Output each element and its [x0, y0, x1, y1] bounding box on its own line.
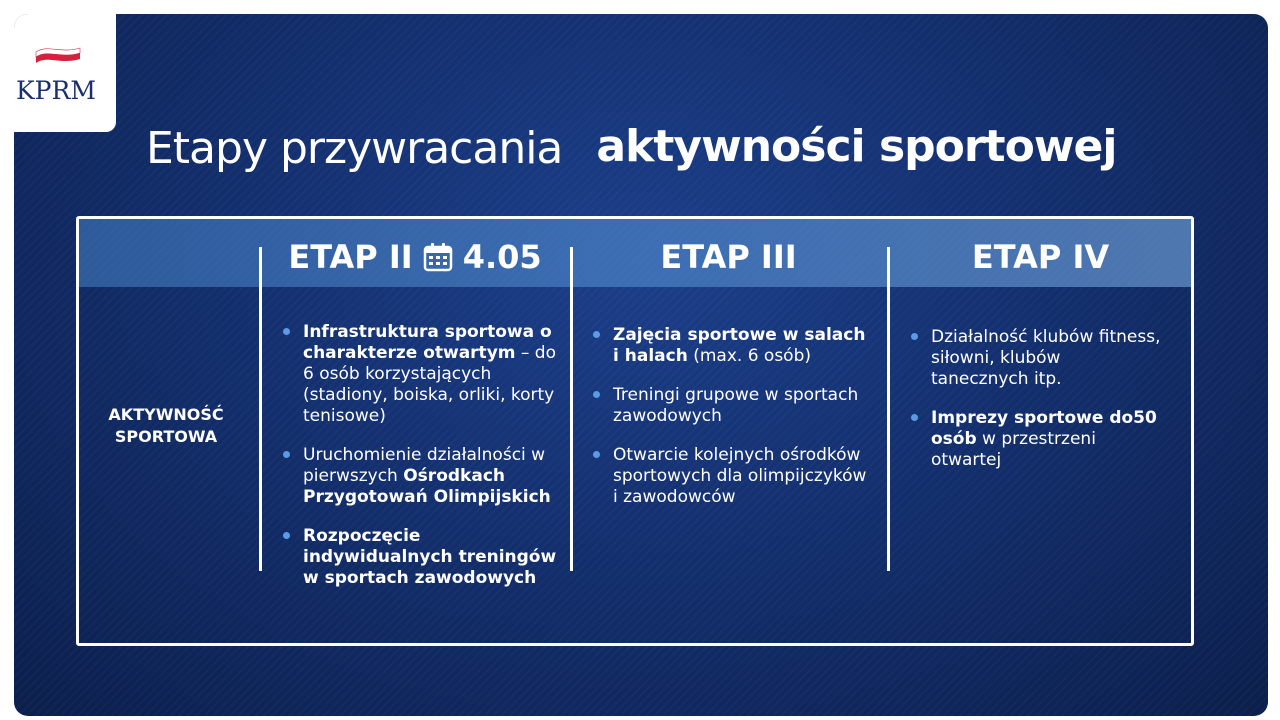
list-item [283, 526, 563, 589]
list-item [911, 327, 1161, 390]
etap-3-title: ETAP III [660, 238, 797, 276]
item-bold: Ośrodkach Przygotowań Olimpijskich [303, 466, 551, 507]
item-bold: Imprezy sportowe do50 osób [931, 408, 1157, 449]
slide-background [14, 14, 1268, 716]
etap-4-column [911, 327, 1161, 489]
item-bold: Infrastruktura sportowa o charakterze otwartym [303, 322, 552, 363]
stages-table [76, 216, 1194, 646]
calendar-icon [423, 242, 453, 272]
header-etap-2 [265, 235, 565, 279]
list-item [911, 408, 1161, 471]
item-text: (max. 6 osób) [687, 346, 811, 366]
title-highlight [580, 119, 1132, 178]
item-text: Uruchomienie działalności w pierwszych [303, 445, 546, 486]
header-etap-3 [576, 235, 881, 279]
title-plain: Etapy przywracania [146, 122, 563, 174]
column-divider [887, 247, 890, 571]
item-text: – do 6 osób korzystających (stadiony, boiska, orliki, korty tenisowe) [303, 343, 556, 426]
row-label: AKTYWNOŚĆ SPORTOWA [108, 405, 224, 446]
list-item [593, 325, 873, 367]
header-etap-4 [893, 235, 1188, 279]
item-bold: Zajęcia sportowe w salach i halach [613, 325, 866, 366]
etap-2-title: ETAP II [288, 238, 413, 276]
list-item [593, 445, 873, 508]
item-text: Otwarcie kolejnych ośrodków sportowych dla olimpijczyków i zawodowców [613, 445, 867, 507]
etap-2-date: 4.05 [462, 238, 542, 276]
item-text: w przestrzeni otwartej [931, 429, 1096, 470]
kprm-logo [14, 14, 116, 132]
etap-2-column [283, 322, 563, 607]
column-divider [259, 247, 262, 571]
item-text: Treningi grupowe w sportach zawodowych [613, 385, 859, 426]
list-item [283, 445, 563, 508]
list-item [593, 385, 873, 427]
etap-4-title: ETAP IV [971, 238, 1110, 276]
title-highlight-text: aktywności sportowej [596, 120, 1117, 172]
flag-icon [34, 44, 82, 66]
column-divider [570, 247, 573, 571]
list-item [283, 322, 563, 427]
logo-text: KPRM [16, 76, 96, 105]
item-bold: Rozpoczęcie indywidualnych treningów w sportach zawodowych [303, 526, 557, 588]
etap-3-column [593, 325, 873, 526]
page-title [146, 118, 1132, 178]
item-text: Działalność klubów fitness, siłowni, klubów tanecznych itp. [931, 327, 1161, 389]
